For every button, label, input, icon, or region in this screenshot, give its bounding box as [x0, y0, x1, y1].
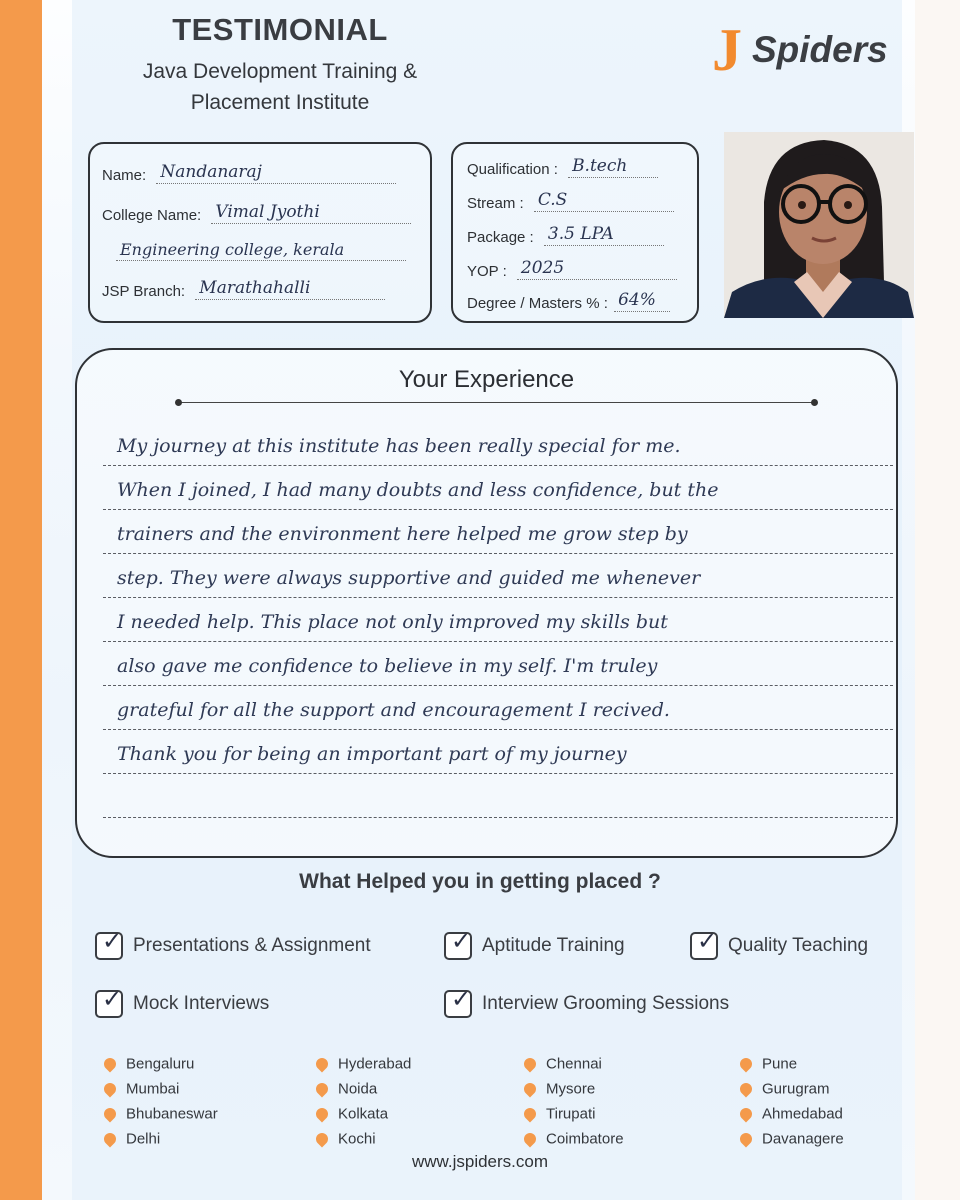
location-gurugram	[740, 1080, 830, 1098]
city-label: Ahmedabad	[762, 1105, 843, 1123]
student-portrait-image	[724, 132, 914, 318]
location-pin-icon	[102, 1131, 119, 1148]
location-noida	[316, 1080, 377, 1098]
student-photo	[724, 132, 914, 318]
yop-row	[467, 258, 677, 280]
experience-line-1: My journey at this institute has been really special for me.	[103, 428, 893, 466]
student-details-card	[88, 142, 432, 323]
name-value: Nandanaraj	[156, 162, 396, 184]
location-bhubaneswar	[104, 1105, 218, 1123]
qualification-row	[467, 156, 658, 178]
checkmark-icon: ✓	[102, 986, 123, 1013]
branch-value: Marathahalli	[195, 278, 385, 300]
city-label: Chennai	[546, 1055, 602, 1073]
location-tirupati	[524, 1105, 595, 1123]
degree-value: 64%	[614, 290, 670, 312]
subtitle-line-1: Java Development Training &	[142, 60, 418, 83]
college-row-cont	[116, 240, 406, 261]
city-label: Davanagere	[762, 1130, 844, 1148]
checkmark-icon: ✓	[102, 928, 123, 955]
location-pin-icon	[738, 1106, 755, 1123]
location-pin-icon	[522, 1131, 539, 1148]
location-chennai	[524, 1055, 602, 1073]
checkbox-label: Aptitude Training	[482, 935, 625, 956]
location-davanagere	[740, 1130, 844, 1148]
college-row	[102, 202, 411, 224]
stream-row	[467, 190, 674, 212]
location-pin-icon	[738, 1056, 755, 1073]
checkbox-box[interactable]	[95, 928, 123, 960]
location-pin-icon	[738, 1131, 755, 1148]
package-row	[467, 224, 664, 246]
city-label: Mysore	[546, 1080, 596, 1098]
checkbox-box[interactable]	[444, 986, 472, 1018]
helped-heading: What Helped you in getting placed ?	[299, 870, 661, 893]
location-ahmedabad	[740, 1105, 843, 1123]
checkbox-box[interactable]	[95, 986, 123, 1018]
name-label: Name:	[102, 167, 147, 184]
yop-value: 2025	[517, 258, 677, 280]
location-pin-icon	[314, 1106, 331, 1123]
academic-details-card	[451, 142, 699, 323]
college-value-line-1: Vimal Jyothi	[211, 202, 411, 224]
experience-line-7: grateful for all the support and encouragement I recived.	[103, 692, 893, 730]
city-label: Tirupati	[546, 1105, 596, 1123]
city-label: Delhi	[126, 1130, 161, 1148]
location-mumbai	[104, 1080, 179, 1098]
package-value: 3.5 LPA	[544, 224, 664, 246]
degree-row	[467, 290, 670, 312]
checkbox-box[interactable]	[690, 928, 718, 960]
qualification-label: Qualification :	[467, 161, 558, 178]
name-row	[102, 162, 396, 184]
degree-label: Degree / Masters % :	[467, 295, 608, 312]
heading-divider	[177, 402, 817, 403]
institute-subtitle	[60, 56, 500, 118]
location-pin-icon	[102, 1056, 119, 1073]
city-label: Pune	[762, 1055, 798, 1073]
checkbox-quality-teaching[interactable]	[690, 928, 869, 960]
location-pune	[740, 1055, 797, 1073]
location-pin-icon	[314, 1056, 331, 1073]
experience-section	[75, 348, 898, 858]
stream-label: Stream :	[467, 195, 524, 212]
city-label: Bengaluru	[126, 1055, 195, 1073]
location-bengaluru	[104, 1055, 194, 1073]
city-label: Bhubaneswar	[126, 1105, 218, 1123]
package-label: Package :	[467, 229, 534, 246]
location-kolkata	[316, 1105, 388, 1123]
checkbox-label: Interview Grooming Sessions	[482, 993, 730, 1014]
divider-dot-left	[175, 399, 182, 406]
page-title: TESTIMONIAL	[172, 12, 388, 47]
branch-row	[102, 278, 385, 300]
yop-label: YOP :	[467, 263, 507, 280]
checkmark-icon: ✓	[451, 928, 472, 955]
checkbox-box[interactable]	[444, 928, 472, 960]
city-label: Hyderabad	[338, 1055, 412, 1073]
experience-line-2: When I joined, I had many doubts and less confidence, but the	[103, 472, 893, 510]
checkbox-label: Quality Teaching	[728, 935, 869, 956]
checkbox-label: Mock Interviews	[133, 993, 270, 1014]
experience-line-9	[103, 780, 893, 818]
logo-text: Spiders	[752, 29, 888, 70]
location-hyderabad	[316, 1055, 411, 1073]
college-value-line-2: Engineering college, kerala	[116, 240, 406, 261]
logo-letter: J	[712, 17, 742, 83]
city-label: Kochi	[338, 1130, 376, 1148]
location-pin-icon	[522, 1106, 539, 1123]
location-pin-icon	[522, 1081, 539, 1098]
checkbox-presentations[interactable]	[95, 928, 371, 960]
city-label: Noida	[338, 1080, 378, 1098]
location-pin-icon	[102, 1106, 119, 1123]
location-delhi	[104, 1130, 160, 1148]
college-label: College Name:	[102, 207, 202, 224]
location-mysore	[524, 1080, 595, 1098]
experience-line-3: trainers and the environment here helped me grow step by	[103, 516, 893, 554]
location-pin-icon	[738, 1081, 755, 1098]
checkbox-aptitude[interactable]	[444, 928, 625, 960]
subtitle-line-2: Placement Institute	[190, 91, 370, 114]
location-pin-icon	[102, 1081, 119, 1098]
city-label: Coimbatore	[546, 1130, 624, 1148]
experience-line-8: Thank you for being an important part of my journey	[103, 736, 893, 774]
experience-line-6: also gave me confidence to believe in my self. I'm truley	[103, 648, 893, 686]
checkbox-interview-grooming[interactable]	[444, 986, 730, 1018]
location-pin-icon	[522, 1056, 539, 1073]
checkbox-mock-interviews[interactable]	[95, 986, 270, 1018]
location-kochi	[316, 1130, 376, 1148]
checkbox-label: Presentations & Assignment	[133, 935, 371, 956]
experience-line-4: step. They were always supportive and guided me whenever	[103, 560, 893, 598]
experience-heading: Your Experience	[398, 366, 575, 393]
location-coimbatore	[524, 1130, 624, 1148]
experience-line-5: I needed help. This place not only improved my skills but	[103, 604, 893, 642]
location-pin-icon	[314, 1131, 331, 1148]
checkmark-icon: ✓	[451, 986, 472, 1013]
city-label: Mumbai	[126, 1080, 180, 1098]
divider-dot-right	[811, 399, 818, 406]
branch-label: JSP Branch:	[102, 283, 186, 300]
orange-side-stripe	[0, 0, 42, 1200]
qualification-value: B.tech	[568, 156, 658, 178]
stream-value: C.S	[534, 190, 674, 212]
city-label: Gurugram	[762, 1080, 830, 1098]
website-link[interactable]: www.jspiders.com	[411, 1152, 549, 1171]
city-label: Kolkata	[338, 1105, 389, 1123]
location-pin-icon	[314, 1081, 331, 1098]
checkmark-icon: ✓	[697, 928, 718, 955]
